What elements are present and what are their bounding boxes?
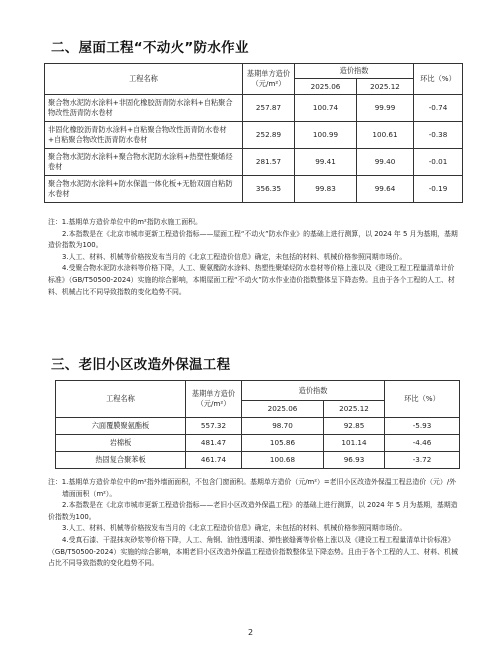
table-row <box>56 418 460 435</box>
section2-notes <box>48 217 460 298</box>
row-change: -0.74 <box>414 95 463 122</box>
row-base-price: 252.89 <box>243 122 295 149</box>
note-item: 2.本指数是在《北京市城市更新工程造价指标——老旧小区改造外保温工程》的基础上进行测算，以 2024 年 5 月为基期，基期造价指数为100。 <box>48 501 458 521</box>
row-index-period-2: 99.64 <box>357 176 414 203</box>
table-row <box>45 149 463 176</box>
row-index-period-1: 100.99 <box>295 122 357 149</box>
header-period-2: 2025.12 <box>357 79 414 95</box>
row-project-name: 聚合物水泥防水涂料+聚合物水泥防水涂料+热塑性聚烯烃卷材 <box>45 149 243 176</box>
row-base-price: 257.87 <box>243 95 295 122</box>
section3-heading: 三、老旧小区改造外保温工程 <box>51 357 231 373</box>
row-index-period-1: 99.41 <box>295 149 357 176</box>
note-item: 3.人工、材料、机械等价格按发布当月的《北京工程造价信息》确定，未包括的材料、机械价格参照同期市场价。 <box>62 252 407 261</box>
header-period-1: 2025.06 <box>295 79 357 95</box>
row-base-price: 461.74 <box>186 452 242 469</box>
row-project-name: 聚合物水泥防水涂料+非固化橡胶沥青防水涂料+自粘聚合物改性沥青防水卷材 <box>45 95 243 122</box>
row-change: -0.38 <box>414 122 463 149</box>
row-project-name: 聚合物水泥防水涂料+防水保温一体化板+无胎双面自粘防水卷材 <box>45 176 243 203</box>
header-project-name: 工程名称 <box>45 64 243 95</box>
row-index-period-1: 98.70 <box>242 418 324 435</box>
row-index-period-2: 92.85 <box>324 418 385 435</box>
note-item: 2.本指数是在《北京市城市更新工程造价指标——屋面工程“不动火”防水作业》的基础上进行测算，以 2024 年 5 月为基期，基期造价指数为100。 <box>48 229 458 250</box>
header-base-price: 基期单方造价（元/m²） <box>186 381 242 418</box>
table-row <box>45 122 463 149</box>
header-cost-index: 造价指数 <box>295 64 414 79</box>
row-index-period-1: 100.68 <box>242 452 324 469</box>
header-period-2: 2025.12 <box>324 401 385 418</box>
row-index-period-1: 99.83 <box>295 176 357 203</box>
row-base-price: 481.47 <box>186 435 242 452</box>
row-base-price: 281.57 <box>243 149 295 176</box>
row-project-name: 六面覆膜聚氨酯板 <box>56 418 186 435</box>
note-item: 注：1.基期单方造价单位中的m²指防水施工面积。 <box>48 218 202 226</box>
row-base-price: 557.32 <box>186 418 242 435</box>
row-change: -0.01 <box>414 149 463 176</box>
header-cost-index: 造价指数 <box>242 381 385 401</box>
note-item: 注：1.基期单方造价单位中的m²指外墙面面积，不包含门窗面积。基期单方造价（元/m²）=老旧小区改造外保温工程总造价（元）/外墙面面积（m²）。 <box>48 478 457 498</box>
note-item: 4.受真石漆、干混抹灰砂浆等价格下降，人工、角钢、油性透明漆、弹性嵌缝膏等价格上涨以及《建设工程工程量清单计价标准》（GB/T50500-2024）实施的综合影响，本期老旧小区改造外保温工程造价指数整体呈下降态势。且由于各个工程的人工、材料、机械占比不同导致指数的变化趋势不同。 <box>48 535 458 568</box>
header-change: 环比（%） <box>385 381 460 418</box>
row-project-name: 热固复合聚苯板 <box>56 452 186 469</box>
row-index-period-2: 99.40 <box>357 149 414 176</box>
row-index-period-1: 100.74 <box>295 95 357 122</box>
row-base-price: 356.35 <box>243 176 295 203</box>
section2-heading: 二、屋面工程“不动火”防水作业 <box>51 40 249 56</box>
header-project-name: 工程名称 <box>56 381 186 418</box>
row-index-period-1: 105.86 <box>242 435 324 452</box>
row-change: -4.46 <box>385 435 460 452</box>
header-period-1: 2025.06 <box>242 401 324 418</box>
row-project-name: 岩棉板 <box>56 435 186 452</box>
note-item: 3.人工、材料、机械等价格按发布当月的《北京工程造价信息》确定，未包括的材料、机械价格参照同期市场价。 <box>62 524 407 533</box>
roof-waterproof-index-table <box>44 63 463 203</box>
row-change: -5.93 <box>385 418 460 435</box>
row-index-period-2: 101.14 <box>324 435 385 452</box>
insulation-index-table <box>55 380 460 469</box>
table-row <box>56 452 460 469</box>
section3-notes <box>48 477 460 570</box>
table-row <box>45 95 463 122</box>
row-index-period-2: 96.93 <box>324 452 385 469</box>
table-row <box>56 435 460 452</box>
row-index-period-2: 100.61 <box>357 122 414 149</box>
header-base-price: 基期单方造价（元/m²） <box>243 64 295 95</box>
row-project-name: 非固化橡胶沥青防水涂料+自粘聚合物改性沥青防水卷材+自粘聚合物改性沥青防水卷材 <box>45 122 243 149</box>
note-item: 4.受聚合物水泥防水涂料等价格下降，人工、聚氨酯防水涂料、热塑性聚烯烃防水卷材等价格上涨以及《建设工程工程量清单计价标准》（GB/T50500-2024）实施的综合影响，本期屋面工程“不动火”防水作业造价指数整体呈下降态势。且由于各个工程的人工、材料、机械占比不同导致指数的变化趋势不同。 <box>48 264 455 296</box>
row-index-period-2: 99.99 <box>357 95 414 122</box>
table-row <box>45 176 463 203</box>
row-change: -3.72 <box>385 452 460 469</box>
header-change: 环比（%） <box>414 64 463 95</box>
row-change: -0.19 <box>414 176 463 203</box>
page-number: 2 <box>247 628 254 637</box>
